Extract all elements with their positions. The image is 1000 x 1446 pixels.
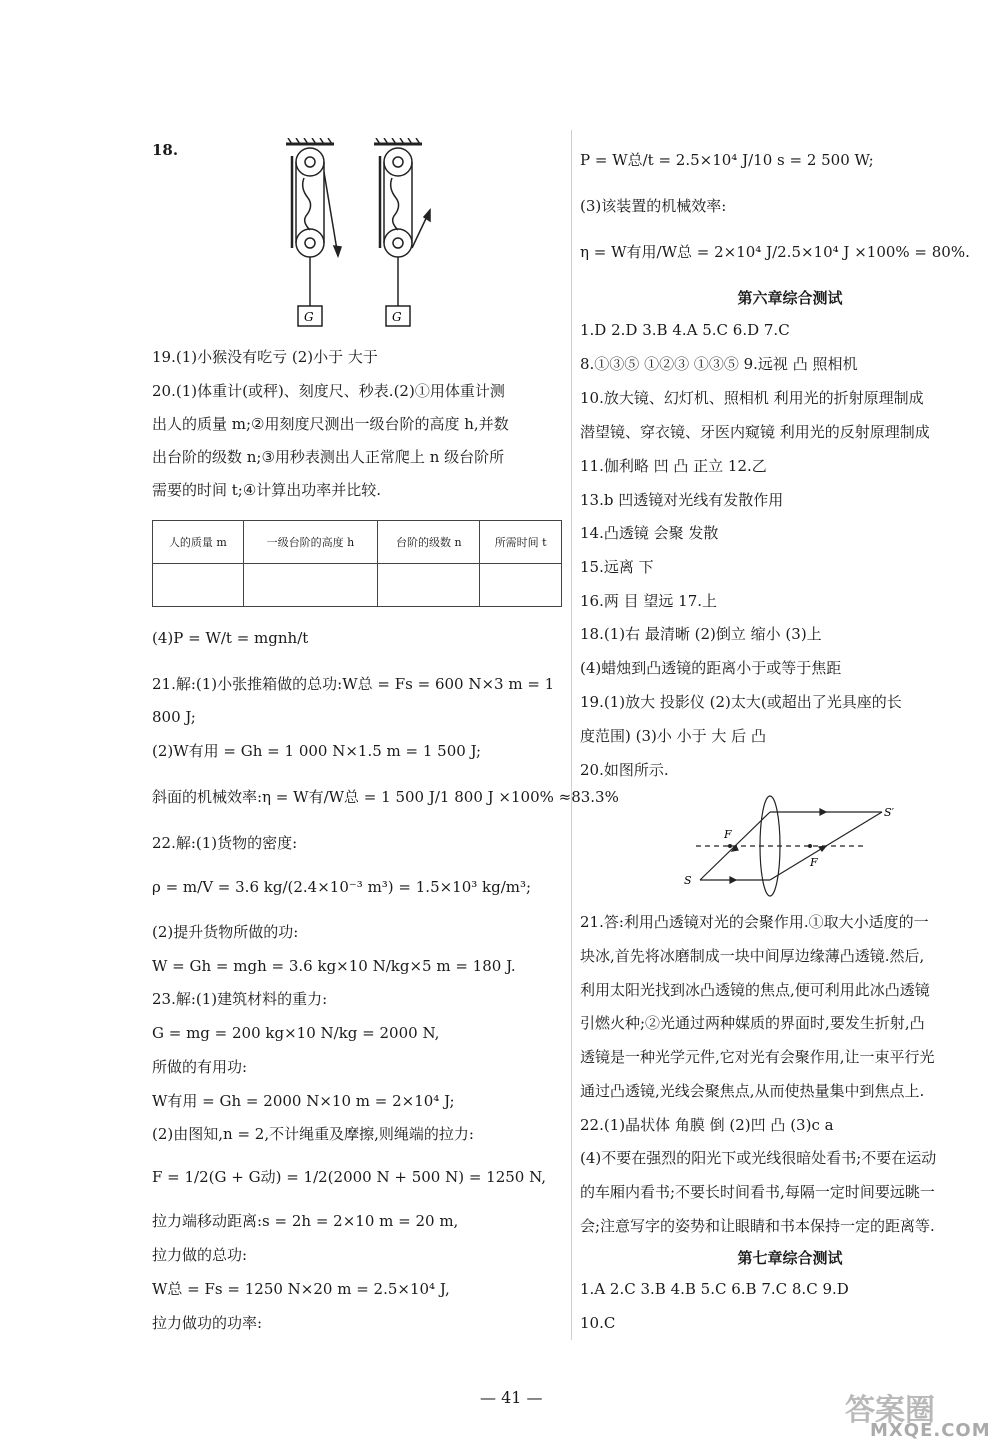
q23-line7: 拉力端移动距离:s = 2h = 2×10 m = 20 m,: [152, 1212, 459, 1230]
q22-line1: 22.解:(1)货物的密度:: [152, 834, 298, 852]
q21-line1: 21.解:(1)小张推箱做的总功:W总 = Fs = 600 N×3 m = 1: [152, 675, 555, 693]
table-header-cell: 一级台阶的高度 h: [243, 521, 378, 564]
q22-line3: (2)提升货物所做的功:: [152, 923, 299, 941]
ch6-answer-18-line1: 18.(1)右 最清晰 (2)倒立 缩小 (3)上: [580, 625, 822, 643]
q20-line4: 需要的时间 t;④计算出功率并比较.: [152, 481, 382, 499]
ch6-answer-21-line1: 21.答:利用凸透镜对光的会聚作用.①取大小适度的一: [580, 913, 929, 931]
q20-line1: 20.(1)体重计(或秤)、刻度尺、秒表.(2)①用体重计测: [152, 382, 505, 400]
q22-line2: ρ = m/V = 3.6 kg/(2.4×10⁻³ m³) = 1.5×10³ kg/m³;: [152, 878, 532, 896]
q23-line1: 23.解:(1)建筑材料的重力:: [152, 990, 328, 1008]
q23-line9: W总 = Fs = 1250 N×20 m = 2.5×10⁴ J,: [152, 1280, 450, 1298]
ch6-answer-11-12: 11.伽利略 凹 凸 正立 12.乙: [580, 457, 767, 475]
ch6-answer-21-line6: 通过凸透镜,光线会聚焦点,从而使热量集中到焦点上.: [580, 1082, 925, 1100]
lens-ray-diagram: [676, 792, 906, 900]
q23-line10: 拉力做功的功率:: [152, 1314, 263, 1332]
ch6-answer-14: 14.凸透镜 会聚 发散: [580, 524, 719, 542]
q21-line2: 800 J;: [152, 708, 196, 726]
ch6-answer-22-line2: (4)不要在强烈的阳光下或光线很暗处看书;不要在运动: [580, 1149, 937, 1167]
ch6-answer-19-line1: 19.(1)放大 投影仪 (2)太大(或超出了光具座的长: [580, 693, 902, 711]
watermark-logo: 答案圈: [845, 1393, 935, 1428]
ch6-answer-21-line2: 块冰,首先将冰磨制成一块中间厚边缘薄凸透镜.然后,: [580, 947, 925, 965]
q20-formula: (4)P = W/t = mgnh/t: [152, 629, 309, 647]
page-number: — 41 —: [480, 1388, 543, 1407]
ch7-answer-10: 10.C: [580, 1314, 616, 1332]
ch6-answer-22-line1: 22.(1)晶状体 角膜 倒 (2)凹 凸 (3)c a: [580, 1116, 834, 1134]
q19-answer: 19.(1)小猴没有吃亏 (2)小于 大于: [152, 348, 378, 366]
q18-label: 18.: [152, 141, 179, 159]
q20-line2: 出人的质量 m;②用刻度尺测出一级台阶的高度 h,并数: [152, 415, 509, 433]
r-efficiency-heading: (3)该装置的机械效率:: [580, 197, 727, 215]
table-header-cell: 所需时间 t: [480, 521, 562, 564]
pulley-g2-label: G: [392, 310, 402, 324]
q21-line4: 斜面的机械效率:η = W有/W总 = 1 500 J/1 800 J ×100% ≈83.3%: [152, 788, 619, 806]
focal-point-right-label: F: [810, 856, 818, 869]
q22-line4: W = Gh = mgh = 3.6 kg×10 N/kg×5 m = 180 J.: [152, 957, 516, 975]
r-efficiency-formula: η = W有用/W总 = 2×10⁴ J/2.5×10⁴ J ×100% = 80%.: [580, 243, 970, 261]
ch6-answer-13: 13.b 凹透镜对光线有发散作用: [580, 491, 784, 509]
r-power-formula: P = W总/t = 2.5×10⁴ J/10 s = 2 500 W;: [580, 151, 874, 169]
column-divider: [571, 130, 572, 1340]
q23-line3: 所做的有用功:: [152, 1058, 248, 1076]
chapter6-heading: 第六章综合测试: [737, 289, 843, 307]
ch6-answer-18-line2: (4)蜡烛到凸透镜的距离小于或等于焦距: [580, 659, 842, 677]
table-header-row: [153, 521, 562, 564]
ch6-answer-21-line3: 利用太阳光找到冰凸透镜的焦点,便可利用此冰凸透镜: [580, 981, 930, 999]
ch6-answer-20: 20.如图所示.: [580, 761, 669, 779]
q23-line8: 拉力做的总功:: [152, 1246, 248, 1264]
ch6-answer-10-line1: 10.放大镜、幻灯机、照相机 利用光的折射原理制成: [580, 389, 924, 407]
image-s-prime-label: S′: [884, 806, 895, 819]
watermark-url: MXQE.COM: [870, 1420, 991, 1441]
ch6-answer-15: 15.远离 下: [580, 558, 654, 576]
ch6-answer-21-line4: 引燃火种;②光通过两种媒质的界面时,要发生折射,凸: [580, 1014, 925, 1032]
measurement-table: [152, 520, 562, 607]
q20-line3: 出台阶的级数 n;③用秒表测出人正常爬上 n 级台阶所: [152, 448, 505, 466]
pulley-g1-label: G: [304, 310, 314, 324]
ch6-answer-22-line3: 的车厢内看书;不要长时间看书,每隔一定时间要远眺一: [580, 1183, 935, 1201]
pulley-diagram: [282, 138, 442, 334]
ch6-answer-16-17: 16.两 目 望远 17.上: [580, 592, 718, 610]
ch6-answers-1-7: 1.D 2.D 3.B 4.A 5.C 6.D 7.C: [580, 321, 790, 339]
object-s-label: S: [684, 874, 692, 887]
q23-line4: W有用 = Gh = 2000 N×10 m = 2×10⁴ J;: [152, 1092, 455, 1110]
ch6-answer-10-line2: 潜望镜、穿衣镜、牙医内窥镜 利用光的反射原理制成: [580, 423, 930, 441]
chapter7-heading: 第七章综合测试: [737, 1249, 843, 1267]
q23-line5: (2)由图知,n = 2,不计绳重及摩擦,则绳端的拉力:: [152, 1125, 474, 1143]
table-header-cell: 台阶的级数 n: [378, 521, 480, 564]
ch6-answer-21-line5: 透镜是一种光学元件,它对光有会聚作用,让一束平行光: [580, 1048, 935, 1066]
q21-line3: (2)W有用 = Gh = 1 000 N×1.5 m = 1 500 J;: [152, 742, 482, 760]
ch6-answer-22-line4: 会;注意写字的姿势和让眼睛和书本保持一定的距离等.: [580, 1217, 935, 1235]
table-row: [153, 564, 562, 607]
ch7-answers-1-9: 1.A 2.C 3.B 4.B 5.C 6.B 7.C 8.C 9.D: [580, 1280, 849, 1298]
focal-point-left-label: F: [724, 828, 732, 841]
ch6-answer-19-line2: 度范围) (3)小 小于 大 后 凸: [580, 727, 766, 745]
q23-line2: G = mg = 200 kg×10 N/kg = 2000 N,: [152, 1024, 440, 1042]
ch6-answers-8-9: 8.①③⑤ ①②③ ①③⑤ 9.远视 凸 照相机: [580, 355, 858, 373]
q23-line6: F = 1/2(G + G动) = 1/2(2000 N + 500 N) = 1250 N,: [152, 1168, 547, 1186]
table-header-cell: 人的质量 m: [153, 521, 244, 564]
